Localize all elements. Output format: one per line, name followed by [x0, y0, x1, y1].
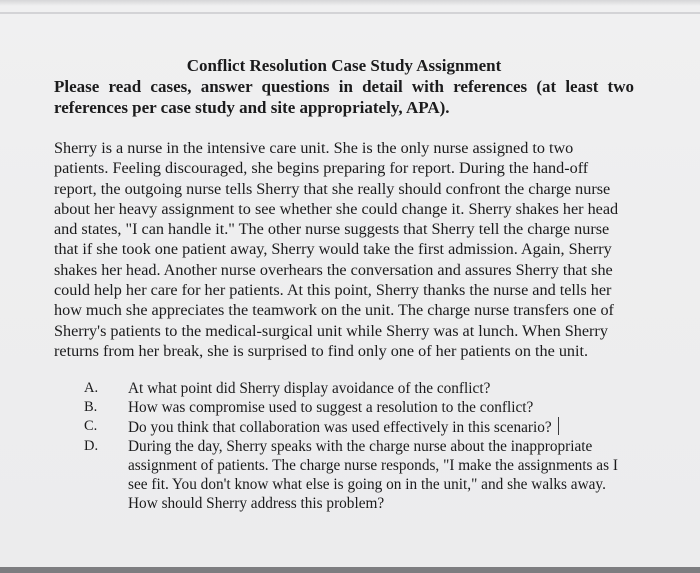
question-letter: B. — [84, 399, 98, 416]
document-title: Conflict Resolution Case Study Assignment — [186, 56, 502, 75]
frame-divider — [0, 12, 700, 14]
question-letter: C. — [84, 418, 98, 435]
question-item-d — [54, 437, 634, 513]
case-study-text: Sherry is a nurse in the intensive care unit. She is the only nurse assigned to two patients. Feeling discouraged, she begins preparing for report. During the hand-off report, the outgoing nurse tells Sherry that she really should confront the charge nurse about her heavy assignment to see whether she could change it. Sherry shakes her head and states, "I can handle it." The other nurse suggests that Sherry tell the charge nurse that if she took one patient away, Sherry would take the first admission. Again, Sherry shakes her head. Another nurse overhears the conversation and assures Sherry that she could help her care for her patients. At this point, Sherry thanks the nurse and tells her how much she appreciates the teamwork on the unit. The charge nurse transfers one of Sherry's patients to the medical-surgical unit while Sherry was at lunch. When Sherry returns from her break, she is surprised to find only one of her patients on the unit. — [54, 139, 619, 360]
question-text: At what point did Sherry display avoidance of the conflict? — [128, 380, 491, 398]
question-item-c — [54, 417, 634, 437]
bottom-edge-bar — [0, 567, 700, 573]
assignment-instructions: Please read cases, answer questions in detail with references (at least two references per case study and site appropriately, APA). — [54, 77, 634, 117]
question-text-content: Do you think that collaboration was used effectively in this scenario? — [128, 419, 552, 437]
question-item-b — [54, 398, 634, 417]
question-item-a — [54, 379, 634, 398]
text-cursor — [558, 417, 559, 435]
question-letter: D. — [84, 438, 99, 455]
top-shadow — [0, 0, 700, 6]
question-text — [128, 417, 634, 437]
document-body — [54, 55, 634, 513]
question-letter: A. — [84, 380, 99, 397]
question-list — [54, 379, 634, 513]
question-text: During the day, Sherry speaks with the charge nurse about the inappropriate assignment of patients. The charge nurse responds, "I make the assignments as I see fit. You don't know what else is going on in the unit," and she walks away. How should Sherry address this problem? — [128, 438, 618, 513]
question-text: How was compromise used to suggest a resolution to the conflict? — [128, 399, 534, 417]
